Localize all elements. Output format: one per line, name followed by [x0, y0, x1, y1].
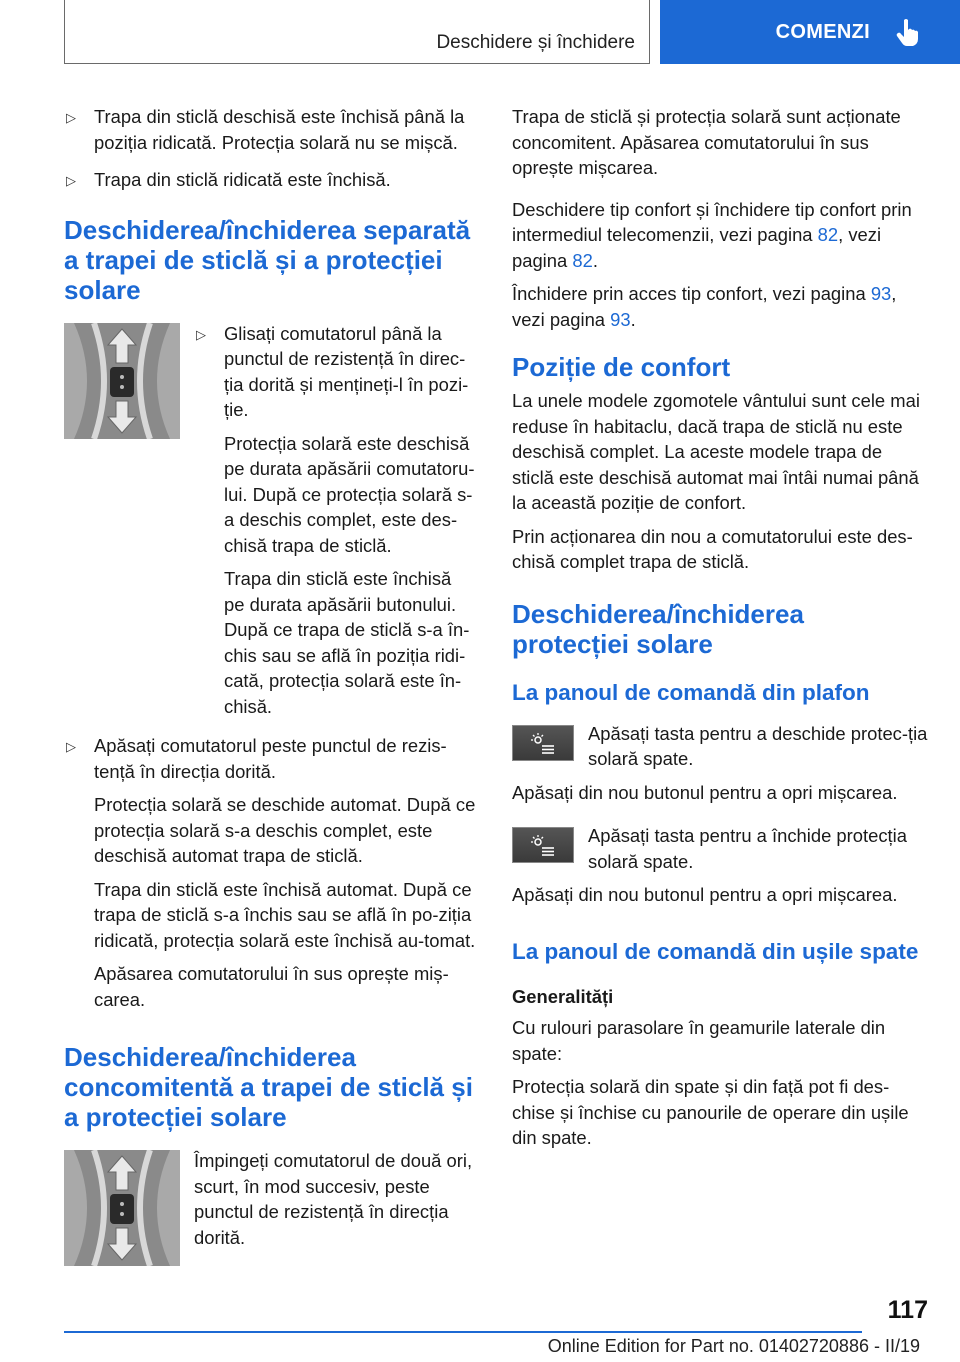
- paragraph: Protecția solară din spate și din față pot fi des-chise și închise cu panourile de operare din ușile din spate.: [512, 1076, 909, 1148]
- figure-block: [64, 321, 476, 728]
- figure-block: [64, 1148, 476, 1266]
- triangle-bullet-icon: ▷: [196, 326, 206, 342]
- list-item: ▷ Apăsați comutatorul peste punctul de rezis-tență în direcția dorită.: [66, 735, 447, 782]
- paragraph: Trapa de sticlă și protecția solară sunt acționate concomitent. Apăsarea comutatorului în sus oprește mișcarea.: [512, 106, 901, 178]
- list-item: ▷ Glisați comutatorul până la punctul de rezistență în direc-ția dorită și mențineți-l în pozi-ție.: [196, 322, 469, 420]
- paragraph: Apăsarea comutatorului în sus oprește miș-carea.: [94, 963, 449, 1010]
- left-column: [64, 104, 476, 1266]
- chapter-tab-label: COMENZI: [775, 20, 870, 43]
- paragraph: Apăsați din nou butonul pentru a opri mișcarea.: [512, 884, 898, 905]
- heading-rear-doors-panel: La panoul de comandă din ușile spate: [512, 938, 919, 964]
- page-number: 117: [887, 1296, 928, 1324]
- page-link[interactable]: 93: [870, 283, 892, 304]
- heading-general: Generalități: [512, 985, 614, 1007]
- button-instruction: Apăsați tasta pentru a deschide protec-ția solară spate.: [512, 721, 928, 772]
- hand-pointer-icon: [896, 18, 920, 46]
- triangle-bullet-icon: ▷: [66, 173, 76, 188]
- switch-illustration-icon: [64, 1150, 180, 1266]
- page-link[interactable]: 82: [572, 249, 593, 271]
- heading-concurrent-operation: Deschiderea/închiderea concomitentă a trapei de sticlă și a protecției solare: [64, 1042, 473, 1132]
- sunshade-button-icon: [512, 725, 574, 761]
- page-link[interactable]: 93: [610, 308, 631, 330]
- paragraph: Împingeți comutatorul de două ori, scurt, în mod succesiv, peste punctul de rezistență în direcția dorită.: [194, 1150, 473, 1248]
- page-link[interactable]: 82: [817, 224, 839, 245]
- paragraph: La unele modele zgomotele vântului sunt cele mai reduse în habitaclu, dacă trapa de sticlă nu este deschisă complet. La aceste modele trapa de sticlă este deschisă automat mai întâi numai până la această poziție de confort.: [512, 390, 920, 513]
- paragraph: Apăsați din nou butonul pentru a opri mișcarea.: [512, 781, 898, 803]
- list-item: ▷ Trapa din sticlă ridicată este închisă.: [64, 167, 476, 193]
- triangle-bullet-icon: ▷: [66, 110, 76, 125]
- triangle-bullet-icon: ▷: [66, 739, 76, 754]
- switch-illustration-icon: [64, 323, 180, 439]
- paragraph: Cu rulouri parasolare în geamurile laterale din spate:: [512, 1017, 886, 1064]
- heading-sunshade: Deschiderea/închiderea protecției solare: [512, 598, 804, 659]
- paragraph: Trapa din sticlă este închisă automat. După ce trapa de sticlă s-a închis sau se află în po-ziția ridicată, protecția solară este închisă au-tomat.: [94, 878, 476, 951]
- paragraph: Trapa din sticlă este închisă pe durata apăsării butonului. După ce trapa de sticlă s-a în-chis sau se află în poziția ridi-cată, protecția solară este în-chisă.: [224, 568, 470, 717]
- footer-edition: Online Edition for Part no. 01402720886 - II/19: [547, 1336, 920, 1356]
- sunshade-button-icon: [512, 827, 574, 863]
- heading-separate-operation: Deschiderea/închiderea separată a trapei de sticlă și a protecției solare: [64, 214, 471, 305]
- button-instruction: Apăsați tasta pentru a închide protecția solară spate.: [512, 823, 928, 874]
- list-item: ▷ Trapa din sticlă deschisă este închisă până la poziția ridicată. Protecția solară nu se mișcă.: [66, 106, 465, 153]
- paragraph: Protecția solară se deschide automat. După ce protecția solară s-a deschis complet, este deschisă automat trapa de sticlă.: [94, 794, 476, 866]
- paragraph: Închidere prin acces tip confort, vezi pagina 93, vezi pagina 93.: [512, 283, 897, 330]
- paragraph: Protecția solară este deschisă pe durata apăsării comutatoru-lui. După ce protecția solară s-a deschis complet, este des-chisă trapa de sticlă.: [224, 432, 475, 556]
- paragraph: Deschidere tip confort și închidere tip confort prin intermediul telecomenzii, vezi pagina 82, vezi pagina 82.: [512, 198, 912, 271]
- paragraph: Prin acționarea din nou a comutatorului este des-chisă complet trapa de sticlă.: [512, 525, 913, 572]
- heading-ceiling-panel: La panoul de comandă din plafon: [512, 679, 870, 705]
- section-title: Deschidere și închidere: [64, 0, 650, 64]
- footer-divider: [64, 1331, 862, 1333]
- right-column: [512, 104, 928, 1159]
- heading-comfort-position: Poziție de confort: [512, 352, 731, 382]
- chapter-tab[interactable]: [660, 0, 960, 64]
- page-header: [0, 0, 960, 66]
